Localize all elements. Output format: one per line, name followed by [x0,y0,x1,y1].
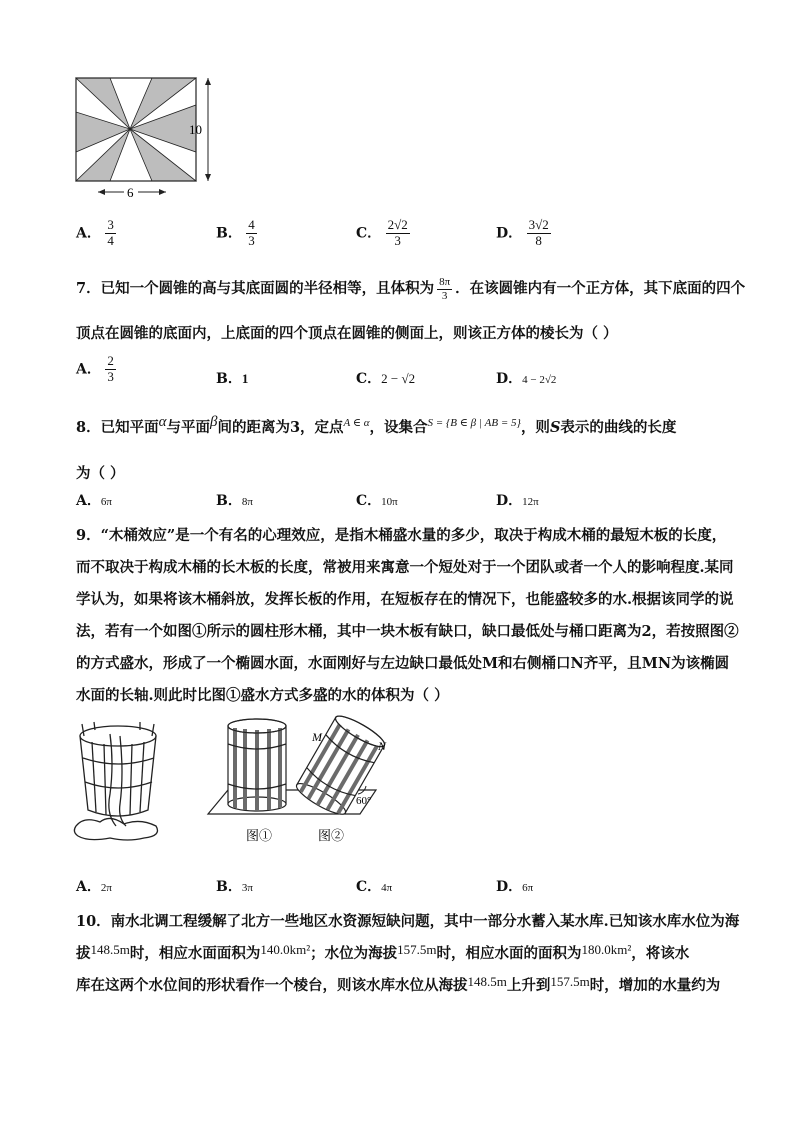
q8-option-c[interactable]: C．10π [356,493,398,509]
q8-line-2: 为（ ） [76,465,125,482]
figure-2-caption: 图② [318,828,345,843]
q6-option-a[interactable] [76,218,116,249]
q9-option-b[interactable]: B．3π [216,879,253,895]
overflowing-bucket-illustration [70,714,170,844]
q6-option-c[interactable] [356,218,410,249]
q8-option-d[interactable]: D．12π [496,493,539,509]
square-figure [70,72,220,202]
fraction: $\frac{3}{4}$ [107,217,114,248]
height-label: 10 [189,122,202,137]
q7-line-1: 7．已知一个圆锥的高与其底面圆的半径相等，且体积为 $\frac{8\pi}{3}$ ．在该圆锥内有一个正方体，其下底面的四个 [76,276,746,302]
label-n: N [378,739,387,753]
q8-option-b[interactable]: B．8π [216,493,253,509]
q10-line-3: 库在这两个水位间的形状看作一个棱台，则该水库水位从海拔148.5m上升到157.5m时，增加的水量约为 [76,974,721,994]
angle-label: 60° [356,795,372,807]
fraction: $\frac{4}{3}$ [248,217,255,248]
q6-option-b[interactable] [216,218,257,249]
q7-option-d[interactable]: D．4 − 2√2 [496,371,557,387]
q9-line-6: 水面的长轴.则此时比图①盛水方式多盛的水的体积为（ ） [76,687,449,704]
volume-fraction: $\frac{8\pi}{3}$ [439,276,451,302]
q8-option-a[interactable]: A．6π [76,493,112,509]
shaded-triangles [76,78,196,181]
q10-line-2: 拔148.5m时，相应水面面积为140.0km²；水位为海拔157.5m时，相应水面的面积为180.0km²，将该水 [76,942,690,962]
q9-line-2: 而不取决于构成木桶的长木板的长度，常被用来寓意一个短处对于一个团队或者一个人的影响程度.某同 [76,559,734,576]
option-label: B． [216,225,242,242]
fraction: $\frac{3√2}{8}$ [528,217,549,248]
q9-option-c[interactable]: C．4π [356,879,393,895]
q9-option-a[interactable]: A．2π [76,879,112,895]
fraction: $\frac{2}{3}$ [107,353,114,384]
q9-line-1: 9．“木桶效应”是一个有名的心理效应，是指木桶盛水量的多少，取决于构成木桶的最短木板的长度， [76,527,727,544]
label-m: M [312,730,322,744]
width-label: 6 [127,185,134,200]
q7-option-b[interactable]: B．1 [216,371,249,387]
q7-option-c[interactable]: C．2 − √2 [356,371,416,387]
q7-line-2: 顶点在圆锥的底面内，上底面的四个顶点在圆锥的侧面上，则该正方体的棱长为（ ） [76,325,618,342]
q7-option-a[interactable]: A． $\frac{2}{3}$ [76,353,114,384]
q9-line-3: 学认为，如果将该木桶斜放，发挥长板的作用，在短板存在的情况下，也能盛较多的水.根据该同学的说 [76,591,734,608]
option-label: D． [496,225,523,242]
q6-option-d[interactable] [496,218,551,249]
q9-line-4: 法，若有一个如图①所示的圆柱形木桶，其中一块木板有缺口，缺口最低处与桶口距离为2，若按照图② [76,623,739,640]
q8-line-1: 8．已知平面α与平面β间的距离为3，定点$^{A \in \alpha}$，设集合$^{S = \{B \in \beta | AB = 5\}}$，则S表示的曲线的长度 [76,414,677,436]
barrels-figure [200,714,390,852]
option-label: A． [76,225,101,242]
fraction: $\frac{2√2}{3}$ [387,217,408,248]
option-label: C． [356,225,382,242]
upright-barrel [228,719,286,811]
figure-1-caption: 图① [246,828,273,843]
q9-option-d[interactable]: D．6π [496,879,534,895]
q9-line-5: 的方式盛水，形成了一个椭圆水面，水面刚好与左边缺口最低处M和右侧桶口N齐平，且MN为该椭圆 [76,655,730,672]
q10-line-1: 10．南水北调工程缓解了北方一些地区水资源短缺问题，其中一部分水蓄入某水库.已知该水库水位为海 [76,913,740,930]
